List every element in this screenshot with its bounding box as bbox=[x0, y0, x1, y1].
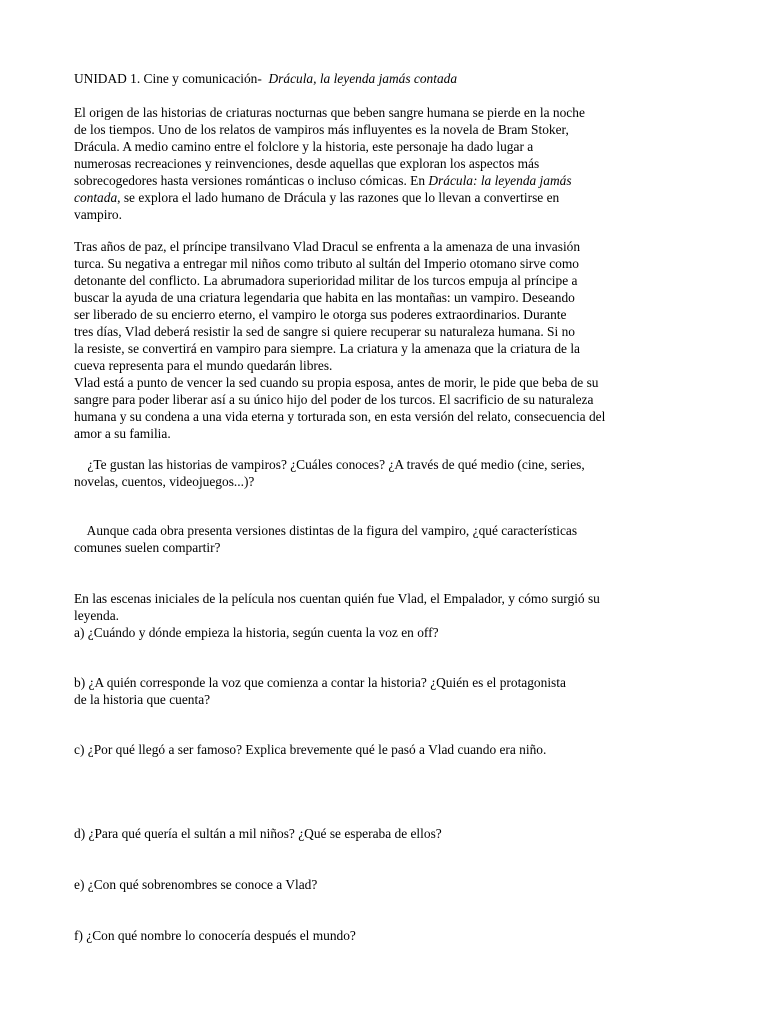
intro-line: numerosas recreaciones y reinvenciones, desde aquellas que exploran los aspectos más bbox=[74, 156, 540, 171]
question-c: c) ¿Por qué llegó a ser famoso? Explica brevemente qué le pasó a Vlad cuando era niño. bbox=[74, 742, 547, 757]
story-line: la resiste, se convertirá en vampiro para siempre. La criatura y la amenaza que la criatura de la bbox=[74, 341, 580, 356]
story-line: turca. Su negativa a entregar mil niños como tributo al sultán del Imperio otomano sirve como bbox=[74, 256, 579, 271]
story-line: Vlad está a punto de vencer la sed cuando su propia esposa, antes de morir, le pide que beba de su bbox=[74, 375, 599, 390]
question-line: de la historia que cuenta? bbox=[74, 692, 211, 707]
intro-line: de los tiempos. Uno de los relatos de vampiros más influyentes es la novela de Bram Stoker, bbox=[74, 122, 569, 137]
intro-line6-title: contada bbox=[74, 190, 118, 205]
story-line: detonante del conflicto. La abrumadora superioridad militar de los turcos empuja al príncipe a bbox=[74, 273, 578, 288]
story-paragraph bbox=[74, 238, 605, 442]
intro-paragraph bbox=[74, 104, 585, 223]
story-line: ser liberado de su encierro eterno, el vampiro le otorga sus poderes extraordinarios. Durante bbox=[74, 307, 567, 322]
question-line: b) ¿A quién corresponde la voz que comienza a contar la historia? ¿Quién es el protagonista bbox=[74, 675, 566, 690]
story-line: sangre para poder liberar así a su único hijo del poder de los turcos. El sacrificio de su naturaleza bbox=[74, 392, 594, 407]
intro-line bbox=[74, 172, 585, 189]
question-line: ¿Te gustan las historias de vampiros? ¿Cuáles conoces? ¿A través de qué medio (cine, series, bbox=[74, 457, 585, 472]
intro-line: Drácula. A medio camino entre el folclore y la historia, este personaje ha dado lugar a bbox=[74, 139, 534, 154]
story-line: buscar la ayuda de una criatura legendaria que habita en las montañas: un vampiro. Deseando bbox=[74, 290, 575, 305]
intro-question-vampire-stories bbox=[74, 456, 585, 490]
question-line: novelas, cuentos, videojuegos...)? bbox=[74, 474, 255, 489]
question-line: comunes suelen compartir? bbox=[74, 540, 221, 555]
heading-prefix: UNIDAD 1. Cine y comunicación- bbox=[74, 71, 262, 86]
intro-question-vampire-traits bbox=[74, 522, 577, 556]
story-line: tres días, Vlad deberá resistir la sed de sangre si quiere recuperar su naturaleza humana. Si no bbox=[74, 324, 575, 339]
intro-line6-text: , se explora el lado humano de Drácula y las razones que lo llevan a convertirse en bbox=[117, 190, 560, 205]
intro-line: El origen de las historias de criaturas nocturnas que beben sangre humana se pierde en la noche bbox=[74, 105, 585, 120]
unit-heading bbox=[74, 70, 457, 87]
story-line: cueva representa para el mundo quedarán libres. bbox=[74, 358, 333, 373]
film-intro-line: En las escenas iniciales de la película nos cuentan quién fue Vlad, el Empalador, y cómo surgió su bbox=[74, 591, 600, 606]
story-line: Tras años de paz, el príncipe transilvano Vlad Dracul se enfrenta a la amenaza de una invasión bbox=[74, 239, 581, 254]
intro-line5-text: sobrecogedores hasta versiones románticas o incluso cómicas. En bbox=[74, 173, 429, 188]
story-line: amor a su familia. bbox=[74, 426, 171, 441]
question-e: e) ¿Con qué sobrenombres se conoce a Vlad? bbox=[74, 877, 318, 892]
heading-title: Drácula, la leyenda jamás contada bbox=[268, 71, 458, 86]
story-line: humana y su condena a una vida eterna y torturada son, en esta versión del relato, consecuencia del bbox=[74, 409, 606, 424]
intro-line5-title: Drácula: la leyenda jamás bbox=[428, 173, 572, 188]
question-f: f) ¿Con qué nombre lo conocería después el mundo? bbox=[74, 928, 356, 943]
question-a: a) ¿Cuándo y dónde empieza la historia, según cuenta la voz en off? bbox=[74, 625, 439, 640]
intro-line: vampiro. bbox=[74, 207, 122, 222]
intro-line bbox=[74, 189, 585, 206]
film-intro-line: leyenda. bbox=[74, 608, 119, 623]
question-line: Aunque cada obra presenta versiones distintas de la figura del vampiro, ¿qué características bbox=[74, 523, 578, 538]
question-b bbox=[74, 674, 566, 708]
film-intro-paragraph bbox=[74, 590, 600, 641]
question-d: d) ¿Para qué quería el sultán a mil niños? ¿Qué se esperaba de ellos? bbox=[74, 826, 442, 841]
